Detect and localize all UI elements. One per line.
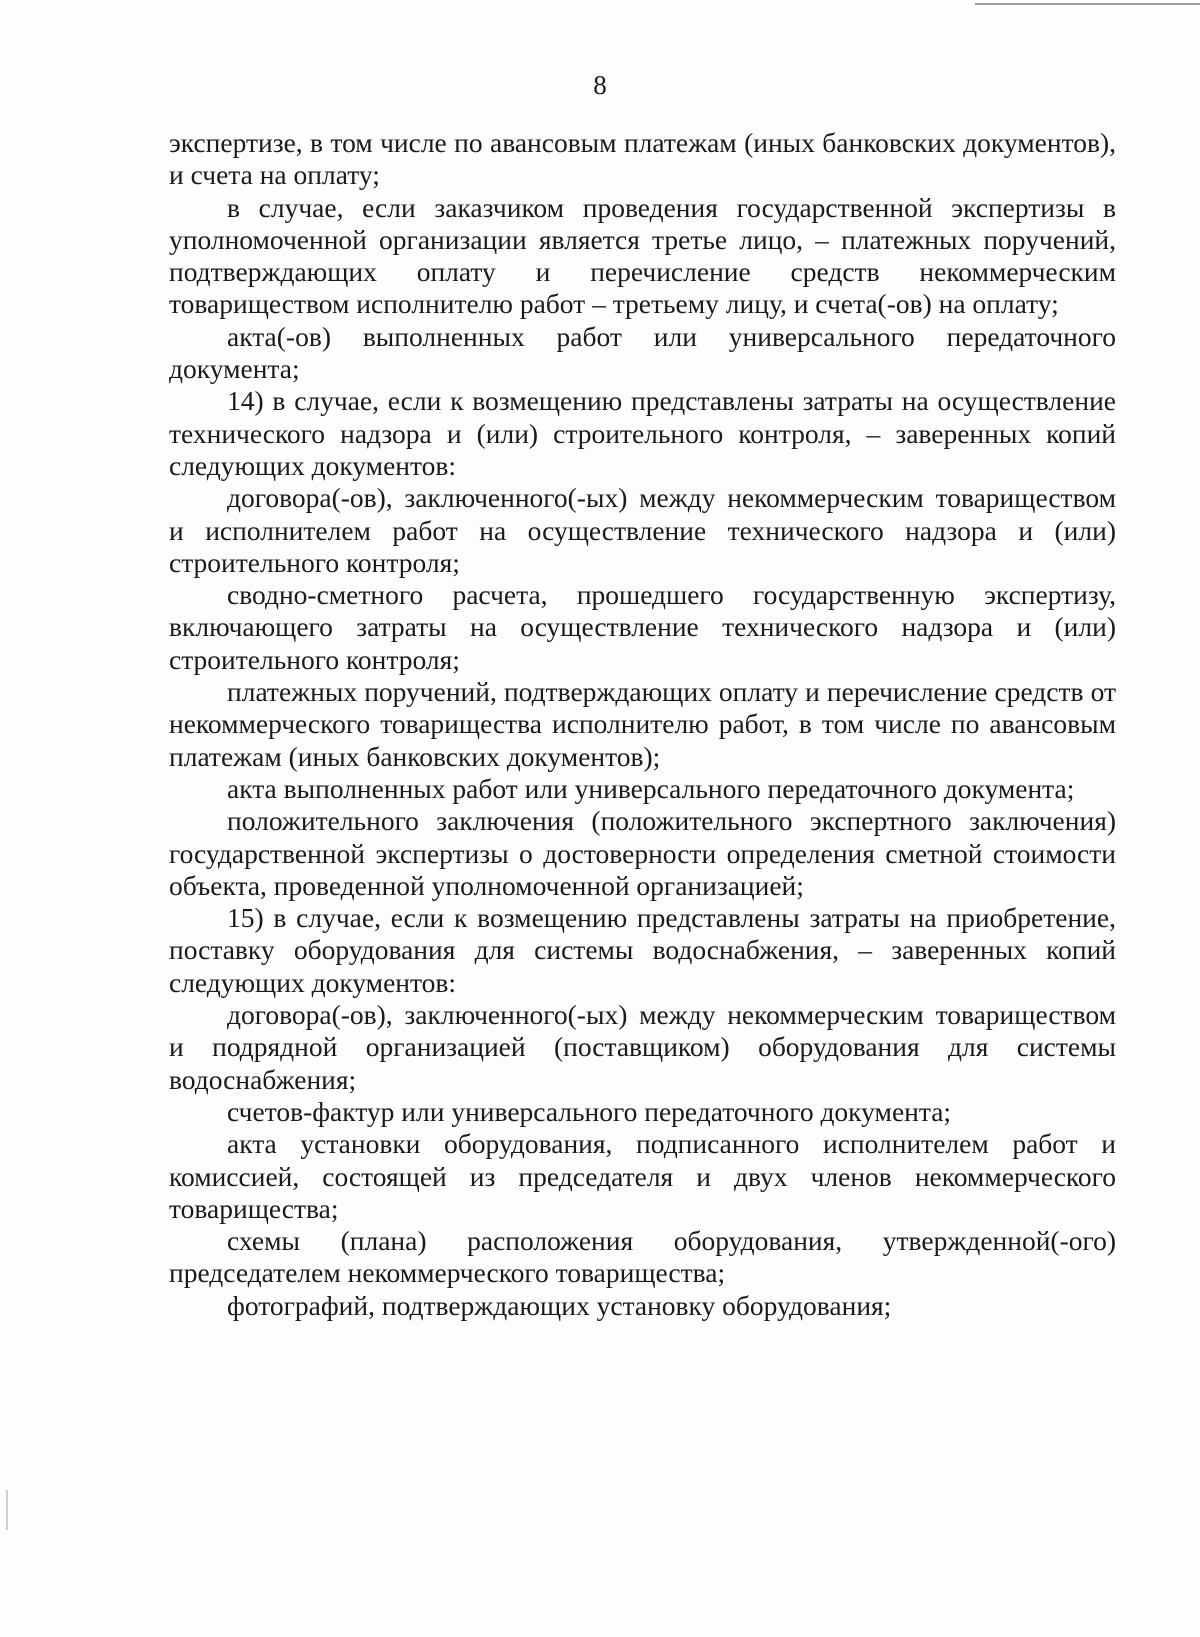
document-body bbox=[169, 127, 1116, 1322]
paragraph: положительного заключения (положительного экспертного заключения) государственной экспертизы о достоверности определения сметной стоимости объекта, проведенной уполномоченной организацией; bbox=[169, 805, 1116, 901]
page-number: 8 bbox=[593, 70, 607, 100]
paragraph-item-14: 14) в случае, если к возмещению представлены затраты на осуществление технического надзора и (или) строительного контроля, – заверенных копий следующих документов: bbox=[169, 385, 1116, 481]
paragraph: схемы (плана) расположения оборудования, утвержденной(-ого) председателем некоммерческого товарищества; bbox=[169, 1225, 1116, 1289]
paragraph-item-15: 15) в случае, если к возмещению представлены затраты на приобретение, поставку оборудования для системы водоснабжения, – заверенных копий следующих документов: bbox=[169, 902, 1116, 998]
paragraph: фотографий, подтверждающих установку оборудования; bbox=[227, 1289, 892, 1321]
paragraph: в случае, если заказчиком проведения государственной экспертизы в уполномоченной организации является третье лицо, – платежных поручений, подтверждающих оплату и перечисление средств некоммерческим товариществом исполнителю работ – третьему лицу, и счета(-ов) на оплату; bbox=[169, 191, 1116, 320]
paragraph: акта выполненных работ или универсального передаточного документа; bbox=[227, 772, 1075, 804]
paragraph: платежных поручений, подтверждающих оплату и перечисление средств от некоммерческого товарищества исполнителю работ, в том числе по авансовым платежам (иных банковских документов); bbox=[169, 676, 1116, 772]
paragraph: счетов-фактур или универсального передаточного документа; bbox=[227, 1095, 952, 1127]
paragraph: договора(-ов), заключенного(-ых) между некоммерческим товариществом и исполнителем работ на осуществление технического надзора и (или) строительного контроля; bbox=[169, 482, 1116, 578]
paragraph: договора(-ов), заключенного(-ых) между некоммерческим товариществом и подрядной организацией (поставщиком) оборудования для системы водоснабжения; bbox=[169, 999, 1116, 1095]
paragraph: акта установки оборудования, подписанного исполнителем работ и комиссией, состоящей из председателя и двух членов некоммерческого товарищества; bbox=[169, 1128, 1116, 1224]
scan-edge-line bbox=[975, 3, 1200, 5]
scan-speck bbox=[6, 1490, 8, 1530]
paragraph: сводно-сметного расчета, прошедшего государственную экспертизу, включающего затраты на осуществление технического надзора и (или) строительного контроля; bbox=[169, 579, 1116, 675]
paragraph-continuation: экспертизе, в том числе по авансовым платежам (иных банковских документов), и счета на оплату; bbox=[169, 127, 1116, 191]
paragraph: акта(-ов) выполненных работ или универсального передаточного документа; bbox=[169, 320, 1116, 385]
